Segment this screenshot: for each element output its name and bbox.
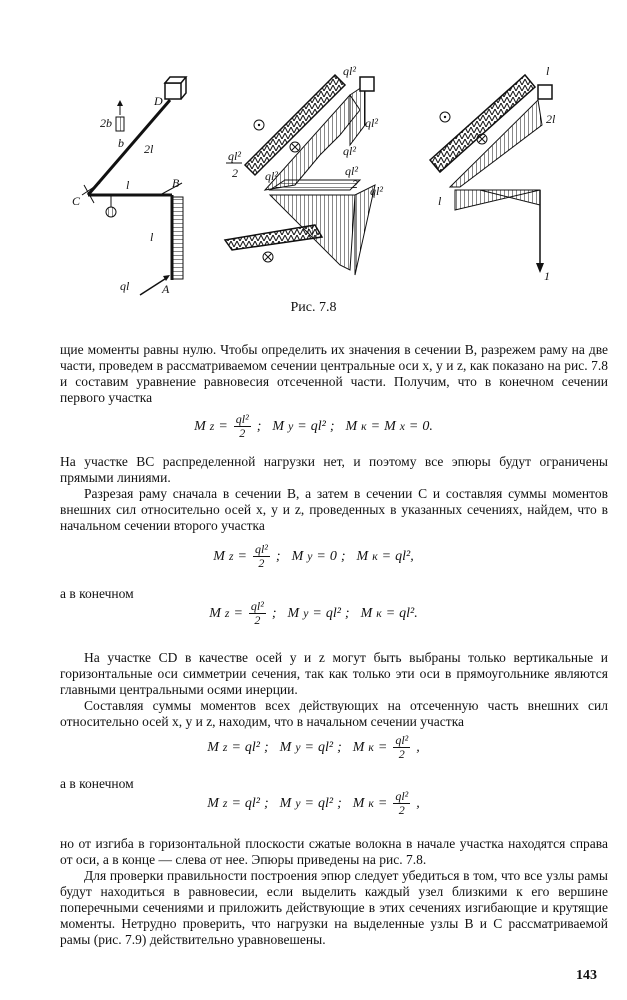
formula-3: M z = $\frac{\text{ql²}}{2}$ ; M y = ql² ; M к = ql².: [209, 599, 418, 627]
label-ql2-center2-num: ql²: [345, 164, 358, 178]
label-ql: ql: [120, 279, 130, 293]
paragraph-9-text: Для проверки правильности построения эпюр следует убедиться в том, что все узлы рамы будут находиться в равновесии, если выделить каждый узел близкими к его вершине поперечными сечениями и приложить действующие в этих сечениях изгибающие и крутящие моменты. Нетрудно проверить, что нагрузки на выделенные узлы B и C рассматриваемой рамы (рис. 7.9) действительно уравновешены.: [60, 868, 608, 947]
paragraph-5-text: На участке CD в качестве осей y и z могут быть выбраны только вертикальные и горизонтальные оси симметрии сечения, так как только эти оси в прямоугольнике являются главными центральными осями инерции.: [60, 650, 608, 697]
label-right-1: 1: [544, 269, 550, 283]
label-right-2l: 2l: [546, 112, 556, 126]
label-B: B: [172, 176, 180, 190]
label-A: A: [162, 282, 170, 296]
figure-caption: Рис. 7.8: [290, 300, 337, 315]
formula-4: M z = ql² ; M y = ql² ; M к = $\frac{\text{ql²}}{2}$ ,: [207, 733, 420, 761]
frame-scheme: [82, 77, 186, 295]
paragraph-7-text: а в конечном: [60, 776, 134, 791]
label-ql2-lower: ql²: [370, 184, 383, 198]
label-l-BC: l: [126, 178, 130, 192]
label-ql2-center2-den: 2: [352, 177, 358, 191]
label-2l: 2l: [144, 142, 154, 156]
label-C: C: [72, 194, 81, 208]
formula-5: M z = ql² ; M y = ql² ; M к = $\frac{\text{ql²}}{2}$ ,: [207, 789, 420, 817]
label-2b: 2b: [100, 116, 112, 130]
paragraph-2-text: На участке BC распределенной нагрузки нет, и поэтому все эпюры будут ограничены прямыми линиями.: [60, 454, 608, 485]
page-number: 143: [576, 968, 597, 983]
formula-1: M z = $\frac{\text{ql²}}{2}$ ; M y = ql² ; M к = M x = 0.: [194, 412, 433, 440]
frame-diagrams: [60, 55, 580, 300]
paragraph-5: [60, 650, 608, 698]
paragraph-3-text: Разрезая раму сначала в сечении B, а затем в сечении C и составляя суммы моментов внешних сил относительно осей x, y и z, проведенных в указанных сечениях, найдем, что в начальном сечении второго участка: [60, 486, 608, 533]
paragraph-6-text: Составляя суммы моментов всех действующих на отсеченную часть внешних сил относительно осей x, y и z, находим, что в начальном сечении участка: [60, 698, 608, 729]
label-l-BA: l: [150, 230, 154, 244]
label-ql2-mid: ql²: [265, 169, 278, 183]
label-b: b: [118, 136, 124, 150]
paragraph-9: [60, 868, 608, 948]
figure-7-8: [60, 55, 580, 300]
paragraph-8-text: но от изгиба в горизонтальной плоскости сжатые волокна в начале участка находятся справа от оси, а в конце — слева от нее. Эпюры приведены на рис. 7.8.: [60, 836, 608, 867]
label-right-l-top: l: [546, 64, 550, 78]
moment-diagrams-right: [430, 75, 552, 273]
paragraph-1-text: щие моменты равны нулю. Чтобы определить их значения в сечении B, разрежем раму на две части, проведем в рассматриваемом сечении центральные оси x, y и z, как показано на рис. 7.8 и составим уравнение равновесия отсеченной части. Получим, что в конечном сечении первого участка: [60, 342, 608, 405]
paragraph-3: [60, 486, 608, 534]
paragraph-2: [60, 454, 608, 486]
label-ql2-over2-den: 2: [232, 166, 238, 180]
label-ql2-top: ql²: [343, 64, 356, 78]
label-ql2-right: ql²: [365, 116, 378, 130]
paragraph-8: [60, 836, 608, 868]
label-right-l-bottom: l: [438, 194, 442, 208]
label-ql2-over2-num: ql²: [228, 149, 241, 163]
paragraph-1: [60, 342, 608, 406]
formula-2: M z = $\frac{\text{ql²}}{2}$ ; M y = 0 ; M к = ql²,: [213, 542, 414, 570]
paragraph-6: [60, 698, 608, 730]
paragraph-4-text: а в конечном: [60, 586, 134, 601]
label-D: D: [154, 94, 163, 108]
label-ql2-center: ql²: [343, 144, 356, 158]
